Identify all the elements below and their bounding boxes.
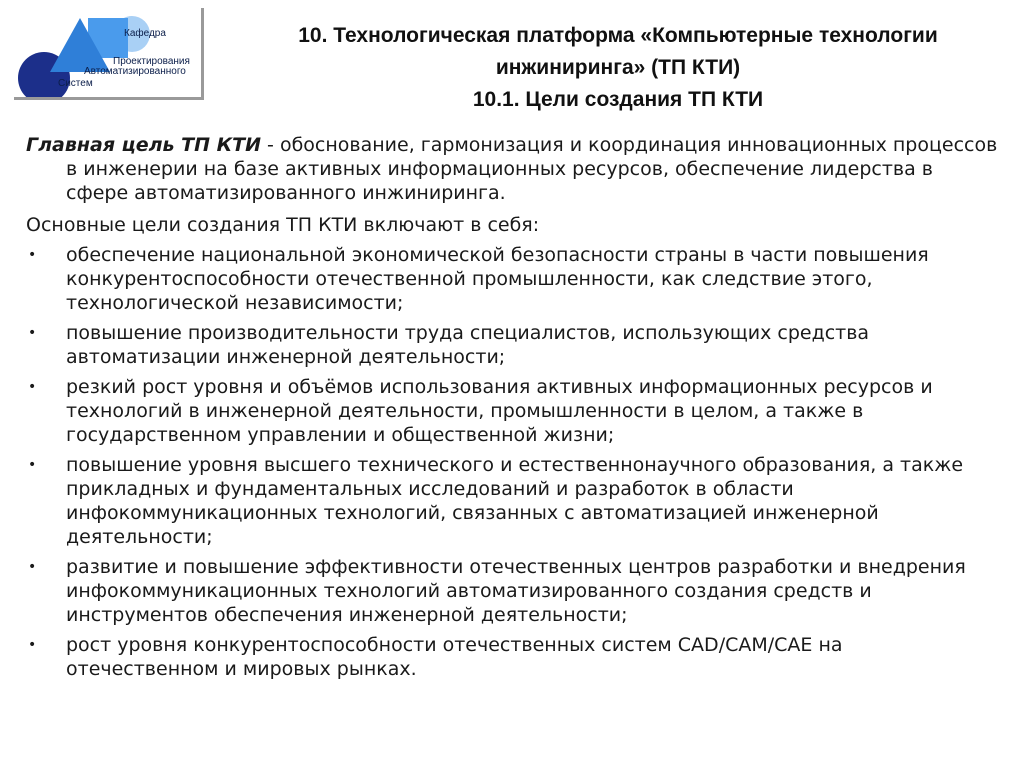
logo-text-line2: Проектирования [113,56,190,67]
logo-text-line1: Кафедра [124,28,166,39]
list-item [26,375,1001,447]
department-logo [14,8,204,100]
list-item [26,633,1001,681]
bullet-icon: • [28,559,37,575]
slide-title [228,20,1008,116]
main-goal-paragraph [26,133,1001,205]
logo-text-line4: Систем [58,78,93,89]
list-item [26,453,1001,549]
goal-text: резкий рост уровня и объёмов использования активных информационных ресурсов и технологий в инженерной деятельности, промышленности в целом, а также в государственном управлении и общественной жизни; [66,376,933,446]
bullet-icon: • [28,325,37,341]
bullet-icon: • [28,637,37,653]
logo-shapes-icon [14,8,204,100]
goal-text: рост уровня конкурентоспособности отечественных систем CAD/CAM/CAE на отечественном и мировых рынках. [66,634,843,680]
goal-text: обеспечение национальной экономической безопасности страны в части повышения конкурентоспособности отечественной промышленности, как следствие этого, технологической независимости; [66,244,929,314]
list-item [26,243,1001,315]
goal-text: повышение уровня высшего технического и естественнонаучного образования, а также прикладных и фундаментальных исследований и разработок в области инфокоммуникационных технологий, связанных с автоматизацией инженерной деятельности; [66,454,964,548]
logo-text-line3: Автоматизированного [84,66,186,77]
list-item [26,321,1001,369]
list-item [26,555,1001,627]
bullet-icon: • [28,247,37,263]
title-line1: 10. Технологическая платформа «Компьютерные технологии [298,24,938,47]
goal-text: повышение производительности труда специалистов, использующих средства автоматизации инженерной деятельности; [66,322,870,368]
slide-body [26,133,1001,687]
title-line3: 10.1. Цели создания ТП КТИ [472,88,764,111]
goals-intro: Основные цели создания ТП КТИ включают в себя: [26,214,540,236]
main-goal-lead: Главная цель ТП КТИ [26,134,262,156]
title-line2: инжиниринга» (ТП КТИ) [495,56,741,79]
goals-list [26,243,1001,681]
bullet-icon: • [28,379,37,395]
main-goal-text: - обоснование, гармонизация и координация инновационных процессов в инженерии на базе активных информационных ресурсов, обеспечение лидерства в сфере автоматизированного инжиниринга. [66,134,998,204]
bullet-icon: • [28,457,37,473]
goal-text: развитие и повышение эффективности отечественных центров разработки и внедрения инфокоммуникационных технологий автоматизированного создания средств и инструментов обеспечения инженерной деятельности; [66,556,966,626]
